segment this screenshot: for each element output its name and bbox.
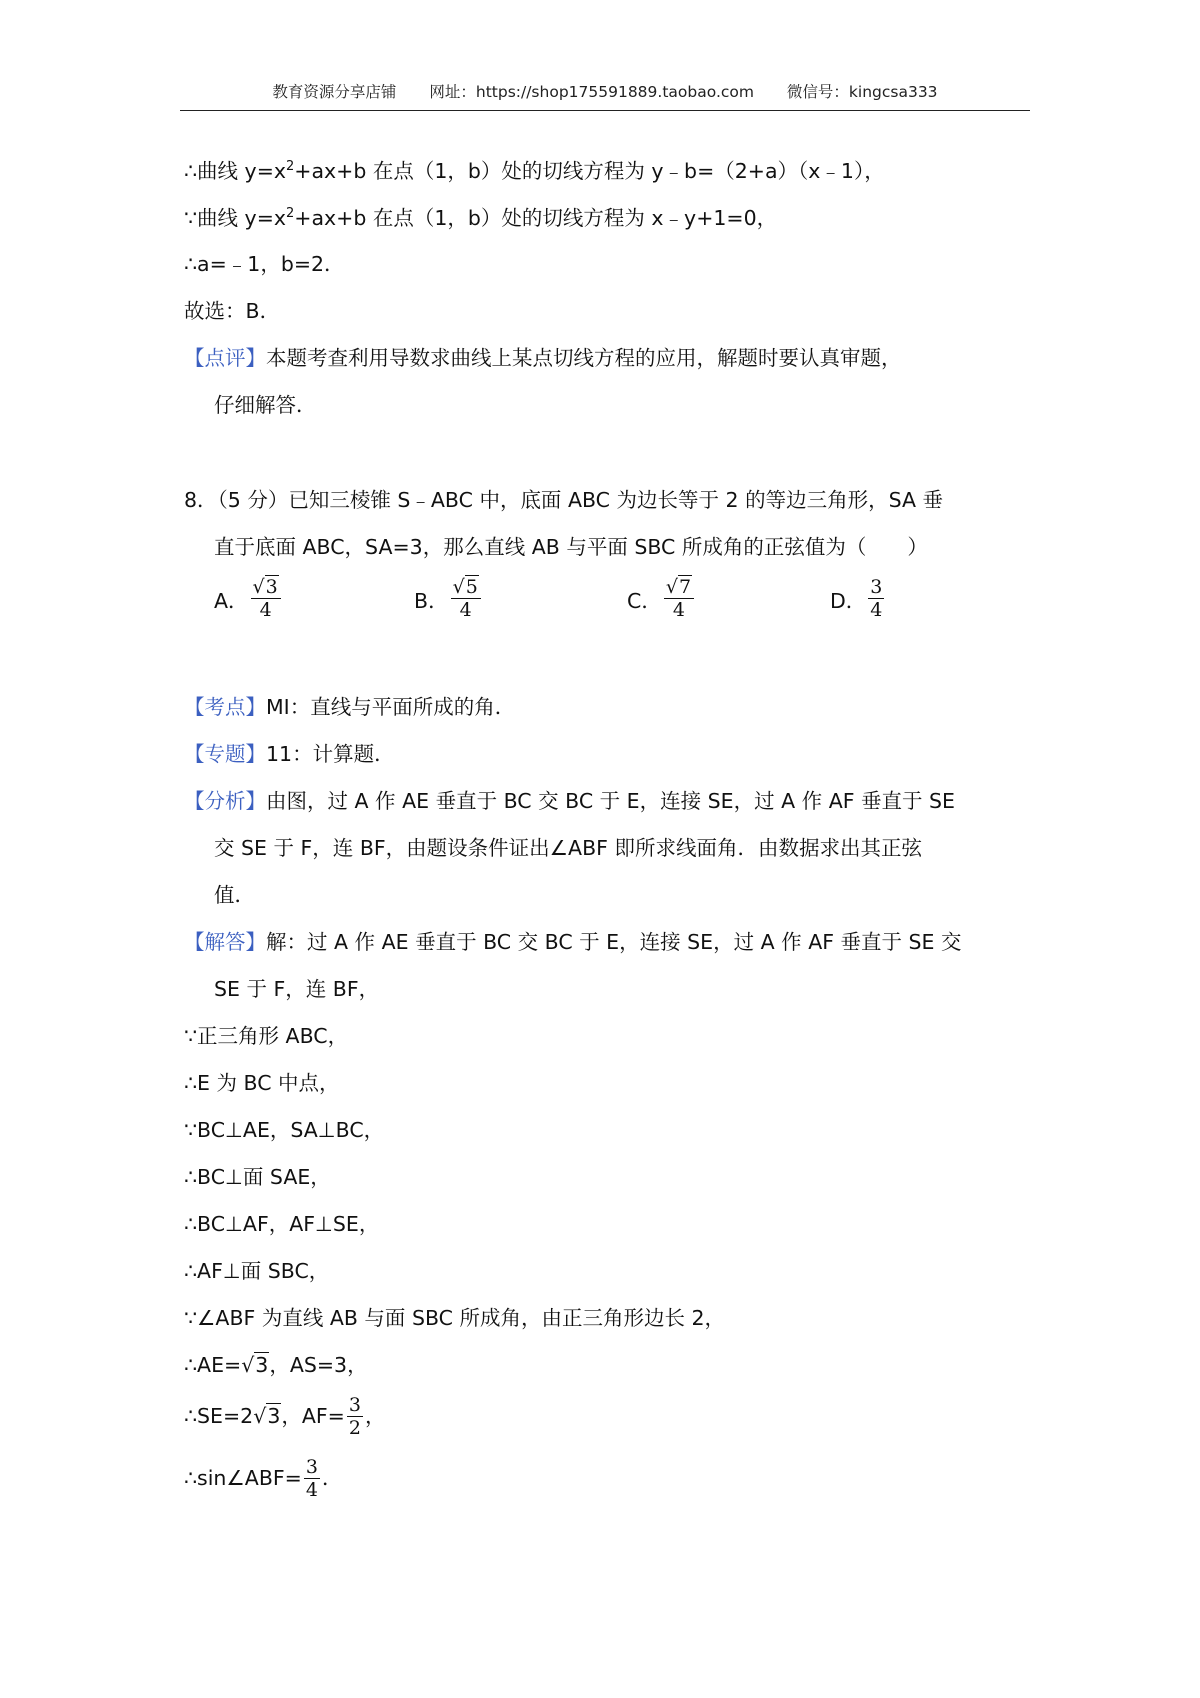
q8-option-a: A． $\frac{√3}{4}$ bbox=[214, 578, 283, 620]
shop-name: 教育资源分享店铺 bbox=[272, 83, 397, 101]
solution-step-1: ∵正三角形 ABC， bbox=[184, 1024, 349, 1048]
solution-step-3: ∵BC⊥AE，SA⊥BC， bbox=[184, 1118, 385, 1142]
jieda-line-1: 【解答】解：过 A 作 AE 垂直于 BC 交 BC 于 E，连接 SE，过 A 作 AF 垂直于 SE 交 bbox=[184, 930, 962, 954]
kaodian-line: 【考点】MI：直线与平面所成的角． bbox=[184, 695, 516, 719]
prev-line-3: ∴a=﹣1，b=2． bbox=[184, 252, 345, 276]
prev-line-2: ∵曲线 $y=x^2+ax+b$ 在点（1，b）处的切线方程为 x﹣y+1=0， bbox=[184, 206, 778, 230]
prev-answer: 故选：B． bbox=[184, 299, 281, 323]
wechat-id: 微信号：kingcsa333 bbox=[786, 83, 938, 101]
page-header bbox=[180, 80, 1030, 102]
solution-step-8: ∴AE=√3，AS=3， bbox=[184, 1353, 368, 1377]
prev-comment-cont: 仔细解答． bbox=[214, 393, 317, 417]
solution-step-9: ∴SE=2√3，AF= $\frac{3}{2}$ ， bbox=[184, 1394, 386, 1439]
prev-line-1: ∴曲线 $y=x^2+ax+b$ 在点（1，b）处的切线方程为 y﹣b=（2+a）（x﹣1）， bbox=[184, 159, 885, 183]
solution-step-7: ∵∠ABF 为直线 AB 与面 SBC 所成角，由正三角形边长 2， bbox=[184, 1306, 726, 1330]
fenxi-line-1: 【分析】由图，过 A 作 AE 垂直于 BC 交 BC 于 E，连接 SE，过 A 作 AF 垂直于 SE bbox=[184, 789, 956, 813]
fenxi-line-3: 值． bbox=[214, 883, 255, 907]
shop-url: 网址：https://shop175591889.taobao.com bbox=[429, 83, 754, 101]
comment-tag: 【点评】 bbox=[184, 346, 266, 370]
solution-step-10: ∴sin∠ABF= $\frac{3}{4}$ ． bbox=[184, 1456, 343, 1501]
zhuanti-tag: 【专题】 bbox=[184, 742, 266, 766]
kaodian-tag: 【考点】 bbox=[184, 695, 266, 719]
q8-stem-line-1: 8．（5 分）已知三棱锥 S﹣ABC 中，底面 ABC 为边长等于 2 的等边三角形，SA 垂 bbox=[184, 488, 944, 512]
prev-comment: 【点评】本题考查利用导数求曲线上某点切线方程的应用，解题时要认真审题， bbox=[184, 346, 902, 370]
fenxi-tag: 【分析】 bbox=[184, 789, 266, 813]
jieda-tag: 【解答】 bbox=[184, 930, 266, 954]
header-divider bbox=[180, 110, 1030, 111]
q8-stem-line-2: 直于底面 ABC，SA=3，那么直线 AB 与平面 SBC 所成角的正弦值为（ ） bbox=[214, 535, 928, 559]
q8-option-d: D． $\frac{3}{4}$ bbox=[830, 576, 883, 621]
fenxi-line-2: 交 SE 于 F，连 BF，由题设条件证出∠ABF 即所求线面角．由数据求出其正弦 bbox=[214, 836, 922, 860]
solution-step-4: ∴BC⊥面 SAE， bbox=[184, 1165, 331, 1189]
jieda-line-2: SE 于 F，连 BF， bbox=[214, 977, 380, 1001]
zhuanti-line: 【专题】11：计算题． bbox=[184, 742, 395, 766]
q8-option-c: C． $\frac{√7}{4}$ bbox=[627, 578, 696, 620]
solution-step-5: ∴BC⊥AF，AF⊥SE， bbox=[184, 1212, 380, 1236]
q8-option-b: B． $\frac{√5}{4}$ bbox=[414, 578, 483, 620]
solution-step-2: ∴E 为 BC 中点， bbox=[184, 1071, 340, 1095]
solution-step-6: ∴AF⊥面 SBC， bbox=[184, 1259, 330, 1283]
